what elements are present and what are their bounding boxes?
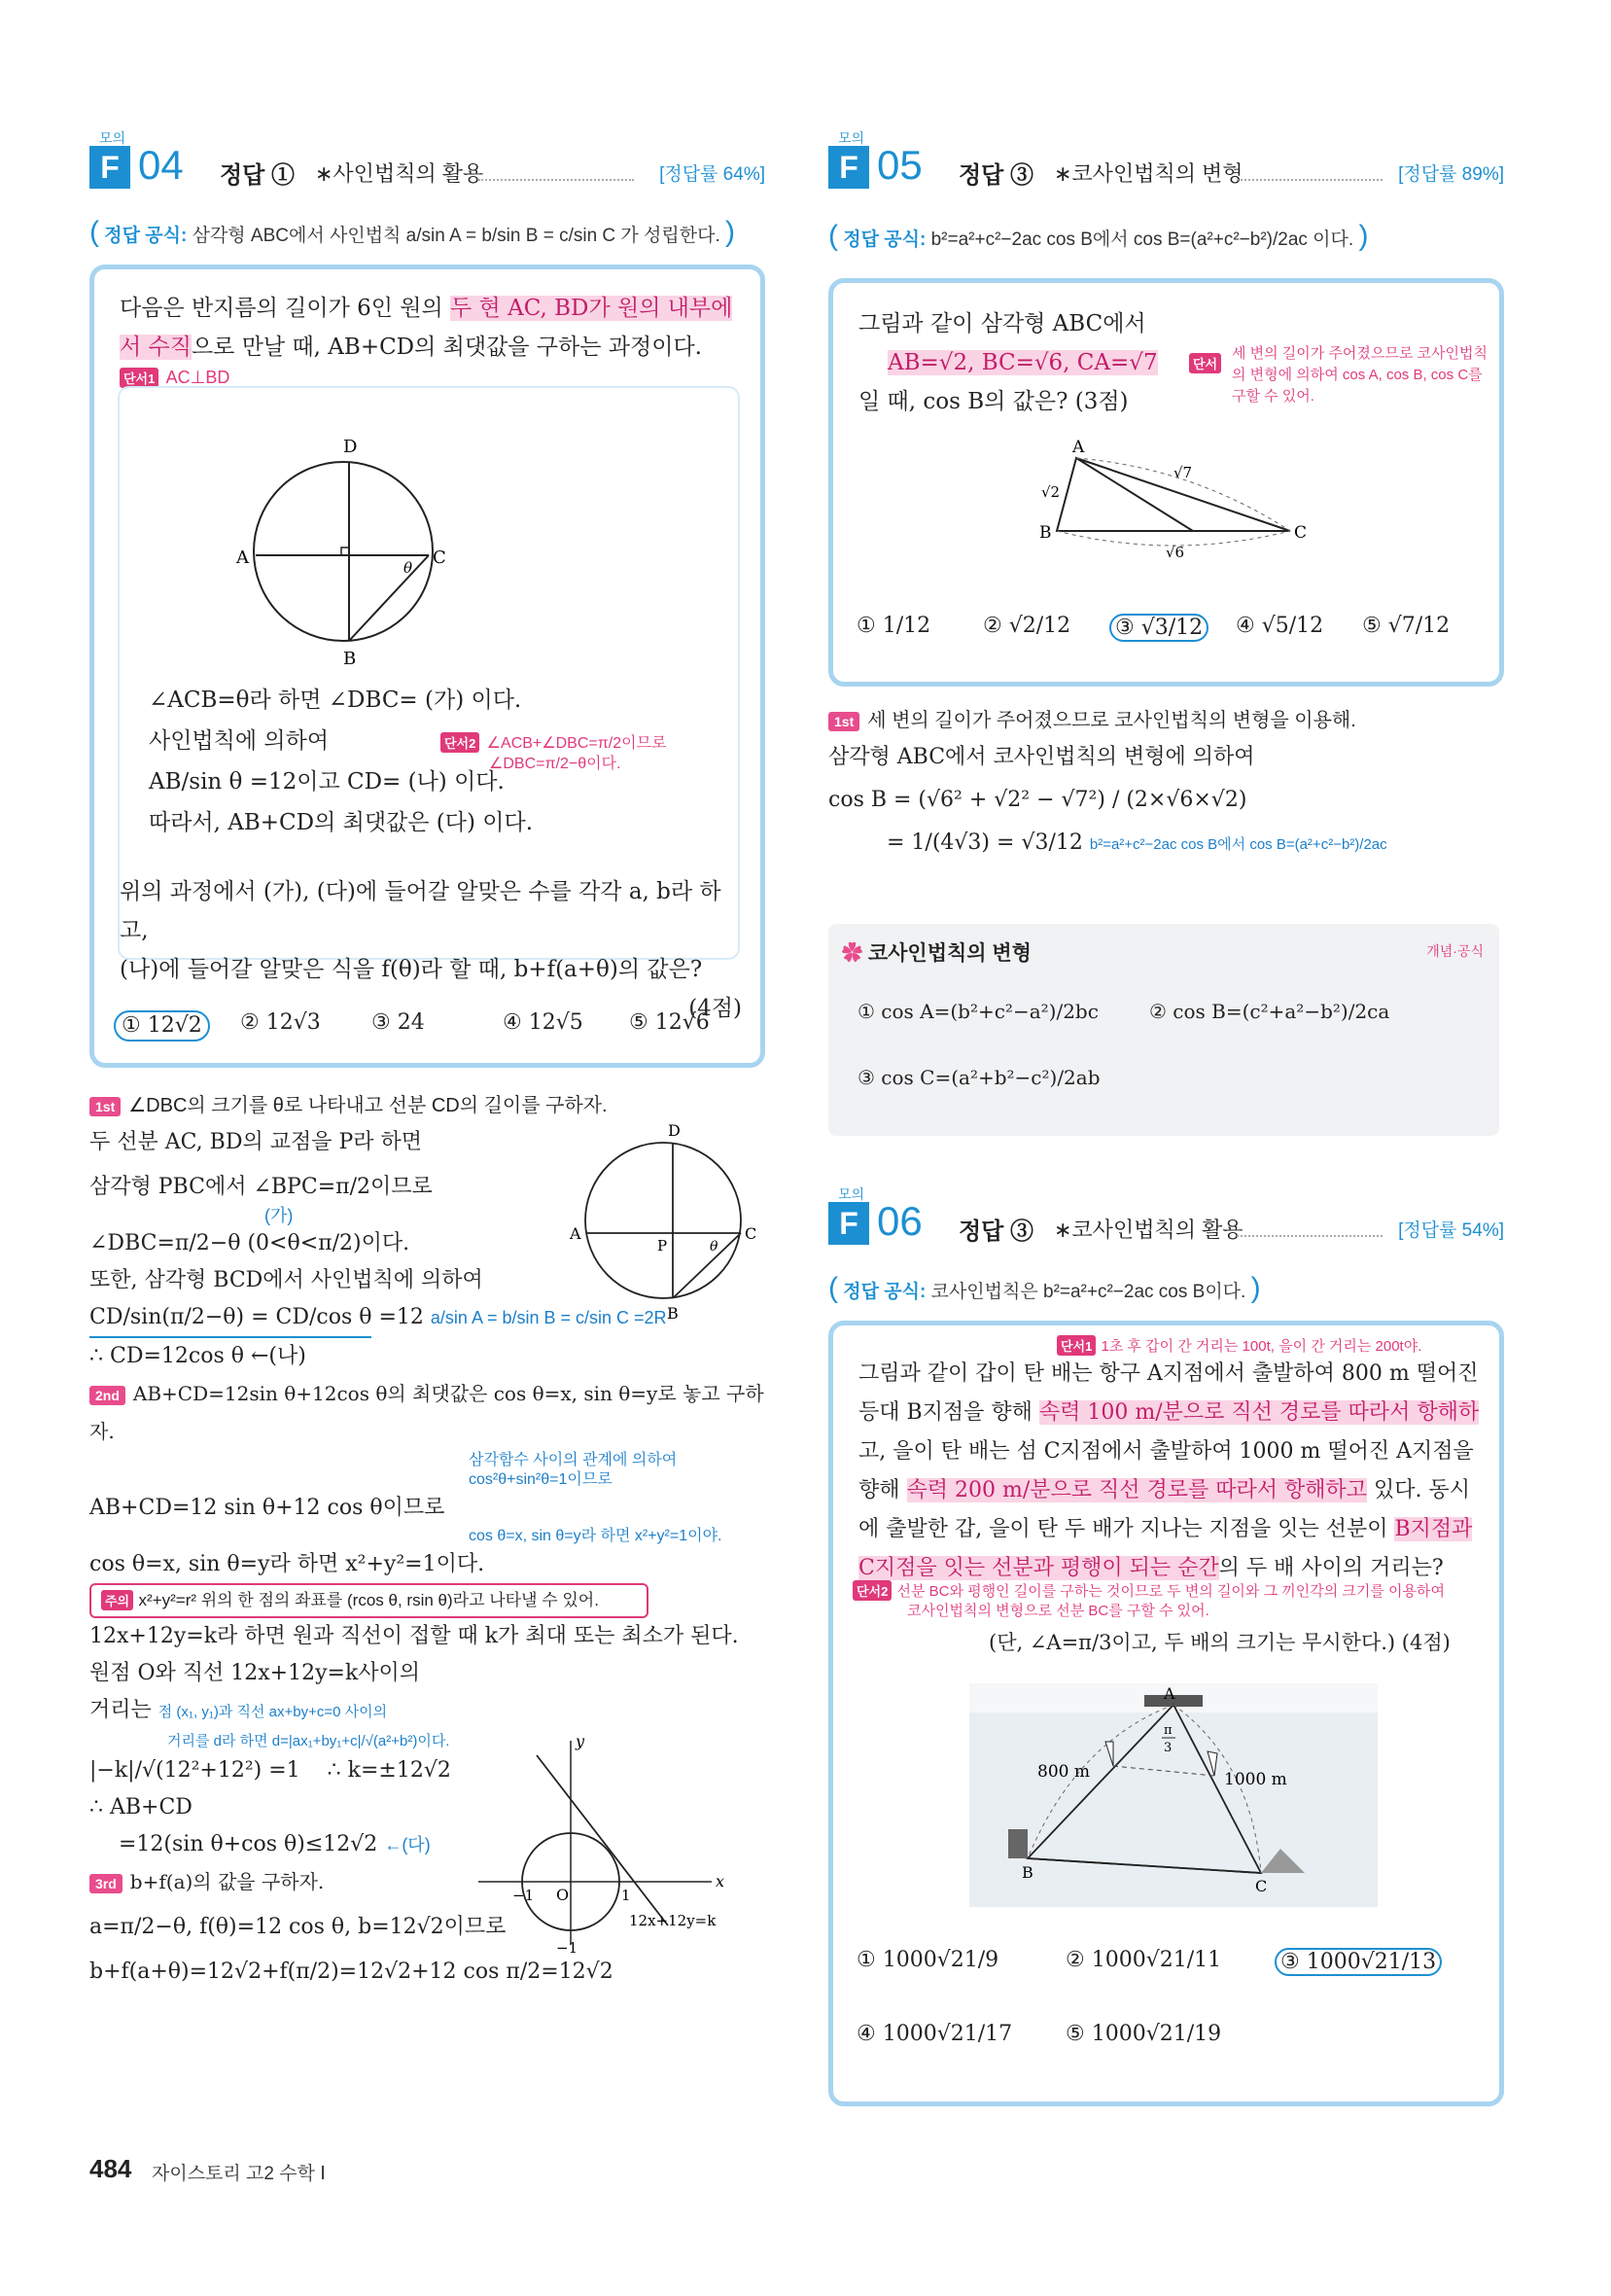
mock-label: 모의 [838, 130, 865, 146]
question-box-f04 [89, 265, 765, 1068]
svg-text:C: C [745, 1224, 757, 1243]
graph-line-label: 12x+12y=k [629, 1912, 717, 1929]
solution-line: 또한, 삼각형 BCD에서 사인법칙에 의하여 [89, 1268, 483, 1292]
solution-line: ∴ k=±12√2 [327, 1758, 451, 1783]
hint-text: ∠ACB+∠DBC=π/2이므로 [486, 735, 667, 752]
svg-text:B: B [343, 649, 357, 669]
solution-line: 원점 O와 직선 12x+12y=k사이의 [89, 1661, 421, 1685]
svg-text:x: x [716, 1872, 725, 1890]
hint-2 [853, 1580, 1494, 1621]
proof-line: ∠ACB=θ라 하면 ∠DBC= (가) 이다. [149, 688, 522, 713]
svg-text:A: A [236, 548, 249, 568]
svg-text:P: P [657, 1237, 668, 1254]
question-line: 그림과 같이 갑이 탄 배는 항구 A지점에서 출발하여 800 m 떨어진 [858, 1361, 1479, 1386]
svg-text:B: B [1022, 1863, 1033, 1882]
question-text [858, 1355, 1490, 1588]
formula-label: 정답 공식: [843, 230, 927, 250]
solution-line: a=π/2−θ, f(θ)=12 cos θ, b=12√2이므로 [89, 1915, 507, 1939]
question-line: 향해 [858, 1478, 900, 1502]
formula-line: ( 정답 공식: b²=a²+c²−2ac cos B에서 cos B=(a²+c²−b²)/2ac 이다. ) [828, 220, 1369, 252]
triangle-figure [1028, 439, 1339, 565]
svg-text:y: y [576, 1732, 585, 1750]
annotation: (가) [264, 1206, 294, 1225]
concept-tag: 개념·공식 [1426, 943, 1484, 959]
question-line: (나)에 들어갈 알맞은 식을 f(θ)라 할 때, b+f(a+θ)의 값은? [120, 957, 703, 982]
book-title: 자이스토리 고2 수학 Ⅰ [152, 2164, 326, 2184]
question-line: 다음은 반지름의 길이가 6인 원의 [120, 296, 443, 321]
question-box-f06 [828, 1321, 1504, 2106]
svg-text:D: D [668, 1121, 681, 1140]
choice-3[interactable]: ③ √3/12 [1109, 614, 1208, 642]
choice-1[interactable]: ① 1/12 [857, 614, 931, 638]
topic-label: ∗사인법칙의 활용 [315, 161, 484, 186]
f-badge: F [828, 146, 869, 189]
accuracy-rate: [정답률 64%] [659, 164, 765, 185]
choice-label: ① 12√2 [114, 1010, 210, 1042]
highlight: 속력 200 m/분으로 직선 경로를 따라서 항해하고 [906, 1478, 1368, 1502]
solution-line: cos B = (√6² + √2² − √7²) / (2×√6×√2) [828, 788, 1247, 812]
proof-line: AB/sin θ =12이고 CD= (나) 이다. [149, 769, 505, 795]
question-line: 그림과 같이 삼각형 ABC에서 [858, 311, 1146, 336]
svg-text:O: O [556, 1886, 570, 1904]
svg-text:B: B [667, 1304, 679, 1323]
choice-4[interactable]: ④ 12√5 [503, 1010, 583, 1035]
solution-line: 삼각형 PBC에서 ∠BPC=π/2이므로 [89, 1175, 433, 1199]
svg-text:π: π [1164, 1723, 1173, 1738]
step-title: ∠DBC의 크기를 θ로 나타내고 선분 CD의 길이를 구하자. [128, 1095, 608, 1116]
question-box-f05 [828, 278, 1504, 687]
highlight: AB=√2, BC=√6, CA=√7 [888, 350, 1158, 375]
concept-formula-1: ① cos A=(b²+c²−a²)/2bc [858, 1000, 1099, 1023]
step-tag: 1st [828, 712, 859, 731]
leader-dots [1237, 1235, 1383, 1237]
svg-text:θ: θ [710, 1239, 718, 1254]
highlight: B지점과 [1394, 1517, 1473, 1541]
solution-line: =12(sin θ+cos θ)≤12√2 [119, 1832, 378, 1856]
answer-label: 정답 ③ [959, 1219, 1034, 1245]
hint-text: ∠DBC=π/2−θ이다. [489, 756, 621, 772]
choices [114, 1010, 755, 1049]
proof-text [149, 680, 732, 843]
annotation: cos²θ+sin²θ=1이므로 [469, 1471, 613, 1488]
concept-box [828, 924, 1499, 1136]
question-line: 있다. 동시 [1367, 1478, 1471, 1502]
choice-3[interactable]: ③ 1000√21/13 [1275, 1948, 1442, 1976]
right-column [828, 0, 1504, 2296]
step-title: AB+CD=12sin θ+12cos θ의 최댓값은 cos θ=x, sin θ=y로 놓고 구하자. [89, 1382, 764, 1443]
question-text [120, 289, 742, 388]
annotation: a/sin A = b/sin B = c/sin C =2R [430, 1308, 667, 1327]
step-title: 세 변의 길이가 주어졌으므로 코사인법칙의 변형을 이용해. [867, 710, 1356, 731]
solution-line: ∠DBC=π/2−θ (0<θ<π/2)이다. [89, 1231, 410, 1255]
choice-2[interactable]: ② 1000√21/11 [1066, 1948, 1222, 1972]
choice-2[interactable]: ② 12√3 [240, 1010, 321, 1035]
svg-text:√2: √2 [1041, 483, 1061, 501]
highlight: C지점을 잇는 선분과 평행이 되는 순간 [858, 1556, 1219, 1580]
hint-tag: 단서2 [853, 1580, 892, 1601]
solution-line: 삼각형 ABC에서 코사인법칙의 변형에 의하여 [828, 745, 1255, 769]
concept-title-text: 코사인법칙의 변형 [867, 942, 1032, 965]
solution-line: ∴ CD=12cos θ ←(나) [89, 1344, 306, 1368]
svg-text:A: A [570, 1224, 581, 1243]
solution-line: ∴ AB+CD [89, 1795, 193, 1819]
proof-line: 사인법칙에 의하여 [149, 728, 330, 754]
choices [857, 614, 1488, 662]
formula-text: 코사인법칙은 b²=a²+c²−2ac cos B이다. [930, 1282, 1246, 1302]
hint-1 [1057, 1335, 1421, 1356]
question-line: 고, 을이 탄 배는 섬 C지점에서 출발하여 1000 m 떨어진 A지점을 [858, 1439, 1474, 1464]
caution-text: x²+y²=r² 위의 한 점의 좌표를 (rcos θ, rsin θ)라고 나타낼 수 있어. [138, 1591, 599, 1609]
annotation: cos θ=x, sin θ=y라 하면 x²+y²=1이야. [469, 1528, 722, 1544]
choice-3[interactable]: ③ 24 [371, 1010, 425, 1035]
points: (4점) [688, 996, 742, 1021]
formula-line: ( 정답 공식: 코사인법칙은 b²=a²+c²−2ac cos B이다. ) [828, 1272, 1261, 1304]
solution-line: 두 선분 AC, BD의 교점을 P라 하면 [89, 1130, 423, 1154]
step-tag: 2nd [89, 1386, 125, 1405]
hint-tag: 단서1 [1057, 1335, 1096, 1356]
svg-text:A: A [1072, 439, 1085, 457]
concept-formula-3: ③ cos C=(a²+b²−c²)/2ab [858, 1066, 1101, 1089]
left-column [89, 0, 765, 2296]
accuracy-rate: [정답률 54%] [1398, 1220, 1504, 1241]
concept-title: ✿ 코사인법칙의 변형 [842, 942, 1032, 965]
hint-text: AC⊥BD [165, 368, 230, 387]
solution-line: = 1/(4√3) = √3/12 [887, 830, 1083, 855]
topic-label: ∗코사인법칙의 변형 [1054, 161, 1243, 186]
formula-text: b²=a²+c²−2ac cos B에서 cos B=(a²+c²−b²)/2ac 이다. [930, 230, 1354, 250]
annotation: 점 (x₁, y₁)과 직선 ax+by+c=0 사이의 [158, 1704, 388, 1720]
svg-text:√6: √6 [1166, 544, 1185, 561]
question-line: 에 출발한 갑, 을이 탄 두 배가 지나는 지점을 잇는 선분이 [858, 1517, 1388, 1541]
hint-text: 세 변의 길이가 주어졌으므로 코사인법칙의 변형에 의하여 cos A, cos B, cos C를 구할 수 있어. [1232, 345, 1488, 405]
proof-line: 따라서, AB+CD의 최댓값은 (다) 이다. [149, 810, 534, 835]
svg-text:B: B [1039, 523, 1052, 543]
question-line: 의 두 배 사이의 거리는? [1218, 1556, 1444, 1580]
tangent-graph [478, 1731, 770, 1955]
choice-1[interactable] [114, 1010, 210, 1042]
choice-4[interactable]: ④ 1000√21/17 [857, 2022, 1013, 2046]
svg-text:1: 1 [621, 1887, 631, 1904]
highlight: 서 수직 [120, 335, 192, 360]
hint-tag: 단서 [1189, 353, 1221, 373]
question-ask [120, 872, 742, 1028]
answer-label: 정답 ① [220, 162, 296, 189]
question-line: 등대 B지점을 향해 [858, 1400, 1033, 1425]
svg-text:D: D [343, 437, 358, 457]
svg-text:√7: √7 [1173, 464, 1193, 481]
question-line: 일 때, cos B의 값은? (3점) [858, 389, 1129, 414]
distance-ab: 800 m [1037, 1762, 1090, 1782]
caution-box [89, 1583, 648, 1618]
choice-5[interactable]: ⑤ √7/12 [1362, 614, 1451, 638]
problem-number: 05 [877, 142, 923, 188]
problem-header-f04 [89, 128, 765, 196]
hint-text: 선분 BC와 평행인 길이를 구하는 것이므로 두 변의 길이와 그 끼인각의 크기를 이용하여 [896, 1583, 1445, 1600]
highlight: 속력 100 m/분으로 직선 경로를 따라서 항해하 [1038, 1400, 1480, 1425]
solution-line: AB+CD=12 sin θ+12 cos θ이므로 [89, 1496, 445, 1520]
svg-text:θ: θ [403, 559, 413, 577]
annotation: 삼각함수 사이의 관계에 의하여 [469, 1452, 678, 1468]
caution-tag: 주의 [101, 1590, 133, 1610]
hint-text: 코사인법칙의 변형으로 선분 BC를 구할 수 있어. [907, 1603, 1209, 1619]
page-number: 484 [89, 2154, 132, 2183]
solution-line: b+f(a+θ)=12√2+f(π/2)=12√2+12 cos π/2=12√2 [89, 1960, 613, 1984]
mock-label: 모의 [838, 1186, 865, 1202]
topic-label: ∗코사인법칙의 활용 [1054, 1218, 1243, 1242]
hint-tag: 단서1 [120, 368, 158, 388]
solution-line: CD/sin(π/2−θ) = CD/cos θ =12 [89, 1305, 424, 1329]
annotation: 거리를 d라 하면 d=|ax₁+by₁+c|/√(a²+b²)이다. [167, 1733, 450, 1749]
solution-line: 12x+12y=k라 하면 원과 직선이 접할 때 k가 최대 또는 최소가 된다. [89, 1624, 739, 1648]
solution-circle-figure [566, 1118, 760, 1332]
leader-dots [1237, 179, 1383, 181]
formula-text: 삼각형 ABC에서 사인법칙 a/sin A = b/sin B = c/sin C 가 성립한다. [192, 226, 720, 246]
svg-text:A: A [1164, 1684, 1175, 1703]
problem-header-f05 [828, 128, 1504, 196]
problem-number: 04 [138, 142, 184, 188]
choice-5[interactable]: ⑤ 1000√21/19 [1066, 2022, 1222, 2046]
step-tag: 1st [89, 1097, 121, 1116]
mock-label: 모의 [99, 130, 126, 146]
step-title: b+f(a)의 값을 구하자. [129, 1870, 325, 1893]
question-line: 위의 과정에서 (가), (다)에 들어갈 알맞은 수를 각각 a, b라 하고, [120, 879, 721, 943]
boat-figure [969, 1683, 1378, 1907]
solution-f05 [828, 702, 1504, 864]
choice-1[interactable]: ① 1000√21/9 [857, 1948, 999, 1972]
annotation: b²=a²+c²−2ac cos B에서 cos B=(a²+c²−b²)/2ac [1089, 836, 1387, 853]
formula-line: ( 정답 공식: 삼각형 ABC에서 사인법칙 a/sin A = b/sin B = c/sin C 가 성립한다. ) [89, 216, 736, 248]
highlight: 두 현 AC, BD가 원의 내부에 [450, 296, 733, 321]
svg-text:C: C [433, 548, 446, 568]
svg-text:−1: −1 [512, 1887, 535, 1904]
accuracy-rate: [정답률 89%] [1398, 164, 1504, 185]
concept-formula-2: ② cos B=(c²+a²−b²)/2ca [1149, 1000, 1390, 1023]
problem-number: 06 [877, 1198, 923, 1244]
circle-figure [120, 388, 742, 680]
svg-text:C: C [1255, 1877, 1268, 1895]
svg-text:3: 3 [1164, 1741, 1173, 1755]
hint-tag: 단서2 [440, 732, 479, 753]
condition: (단, ∠A=π/3이고, 두 배의 크기는 무시한다.) (4점) [989, 1631, 1451, 1654]
solution-line: |−k|/√(12²+12²) =1 [89, 1758, 300, 1783]
f-badge: F [828, 1202, 869, 1245]
svg-text:C: C [1294, 523, 1308, 543]
choice-4[interactable]: ④ √5/12 [1236, 614, 1324, 638]
f-badge: F [89, 146, 130, 189]
annotation: ←(다) [384, 1835, 431, 1854]
hint-text: 1초 후 갑이 간 거리는 100t, 을이 간 거리는 200t야. [1101, 1338, 1422, 1355]
svg-text:−1: −1 [556, 1939, 578, 1955]
problem-header-f06 [828, 1184, 1504, 1253]
choice-2[interactable]: ② √2/12 [983, 614, 1071, 638]
answer-label: 정답 ③ [959, 162, 1034, 189]
question-line: 으로 만날 때, AB+CD의 최댓값을 구하는 과정이다. [191, 335, 702, 360]
choice-5[interactable]: ⑤ 12√6 [629, 1010, 710, 1035]
choices [857, 1948, 1488, 2084]
solution-line: cos θ=x, sin θ=y라 하면 x²+y²=1이다. [89, 1552, 485, 1576]
step-tag: 3rd [89, 1874, 123, 1893]
solution-line: 거리는 [89, 1698, 152, 1722]
distance-ca: 1000 m [1224, 1770, 1287, 1789]
formula-label: 정답 공식: [104, 226, 188, 246]
formula-label: 정답 공식: [843, 1282, 927, 1302]
leader-dots [478, 179, 634, 181]
